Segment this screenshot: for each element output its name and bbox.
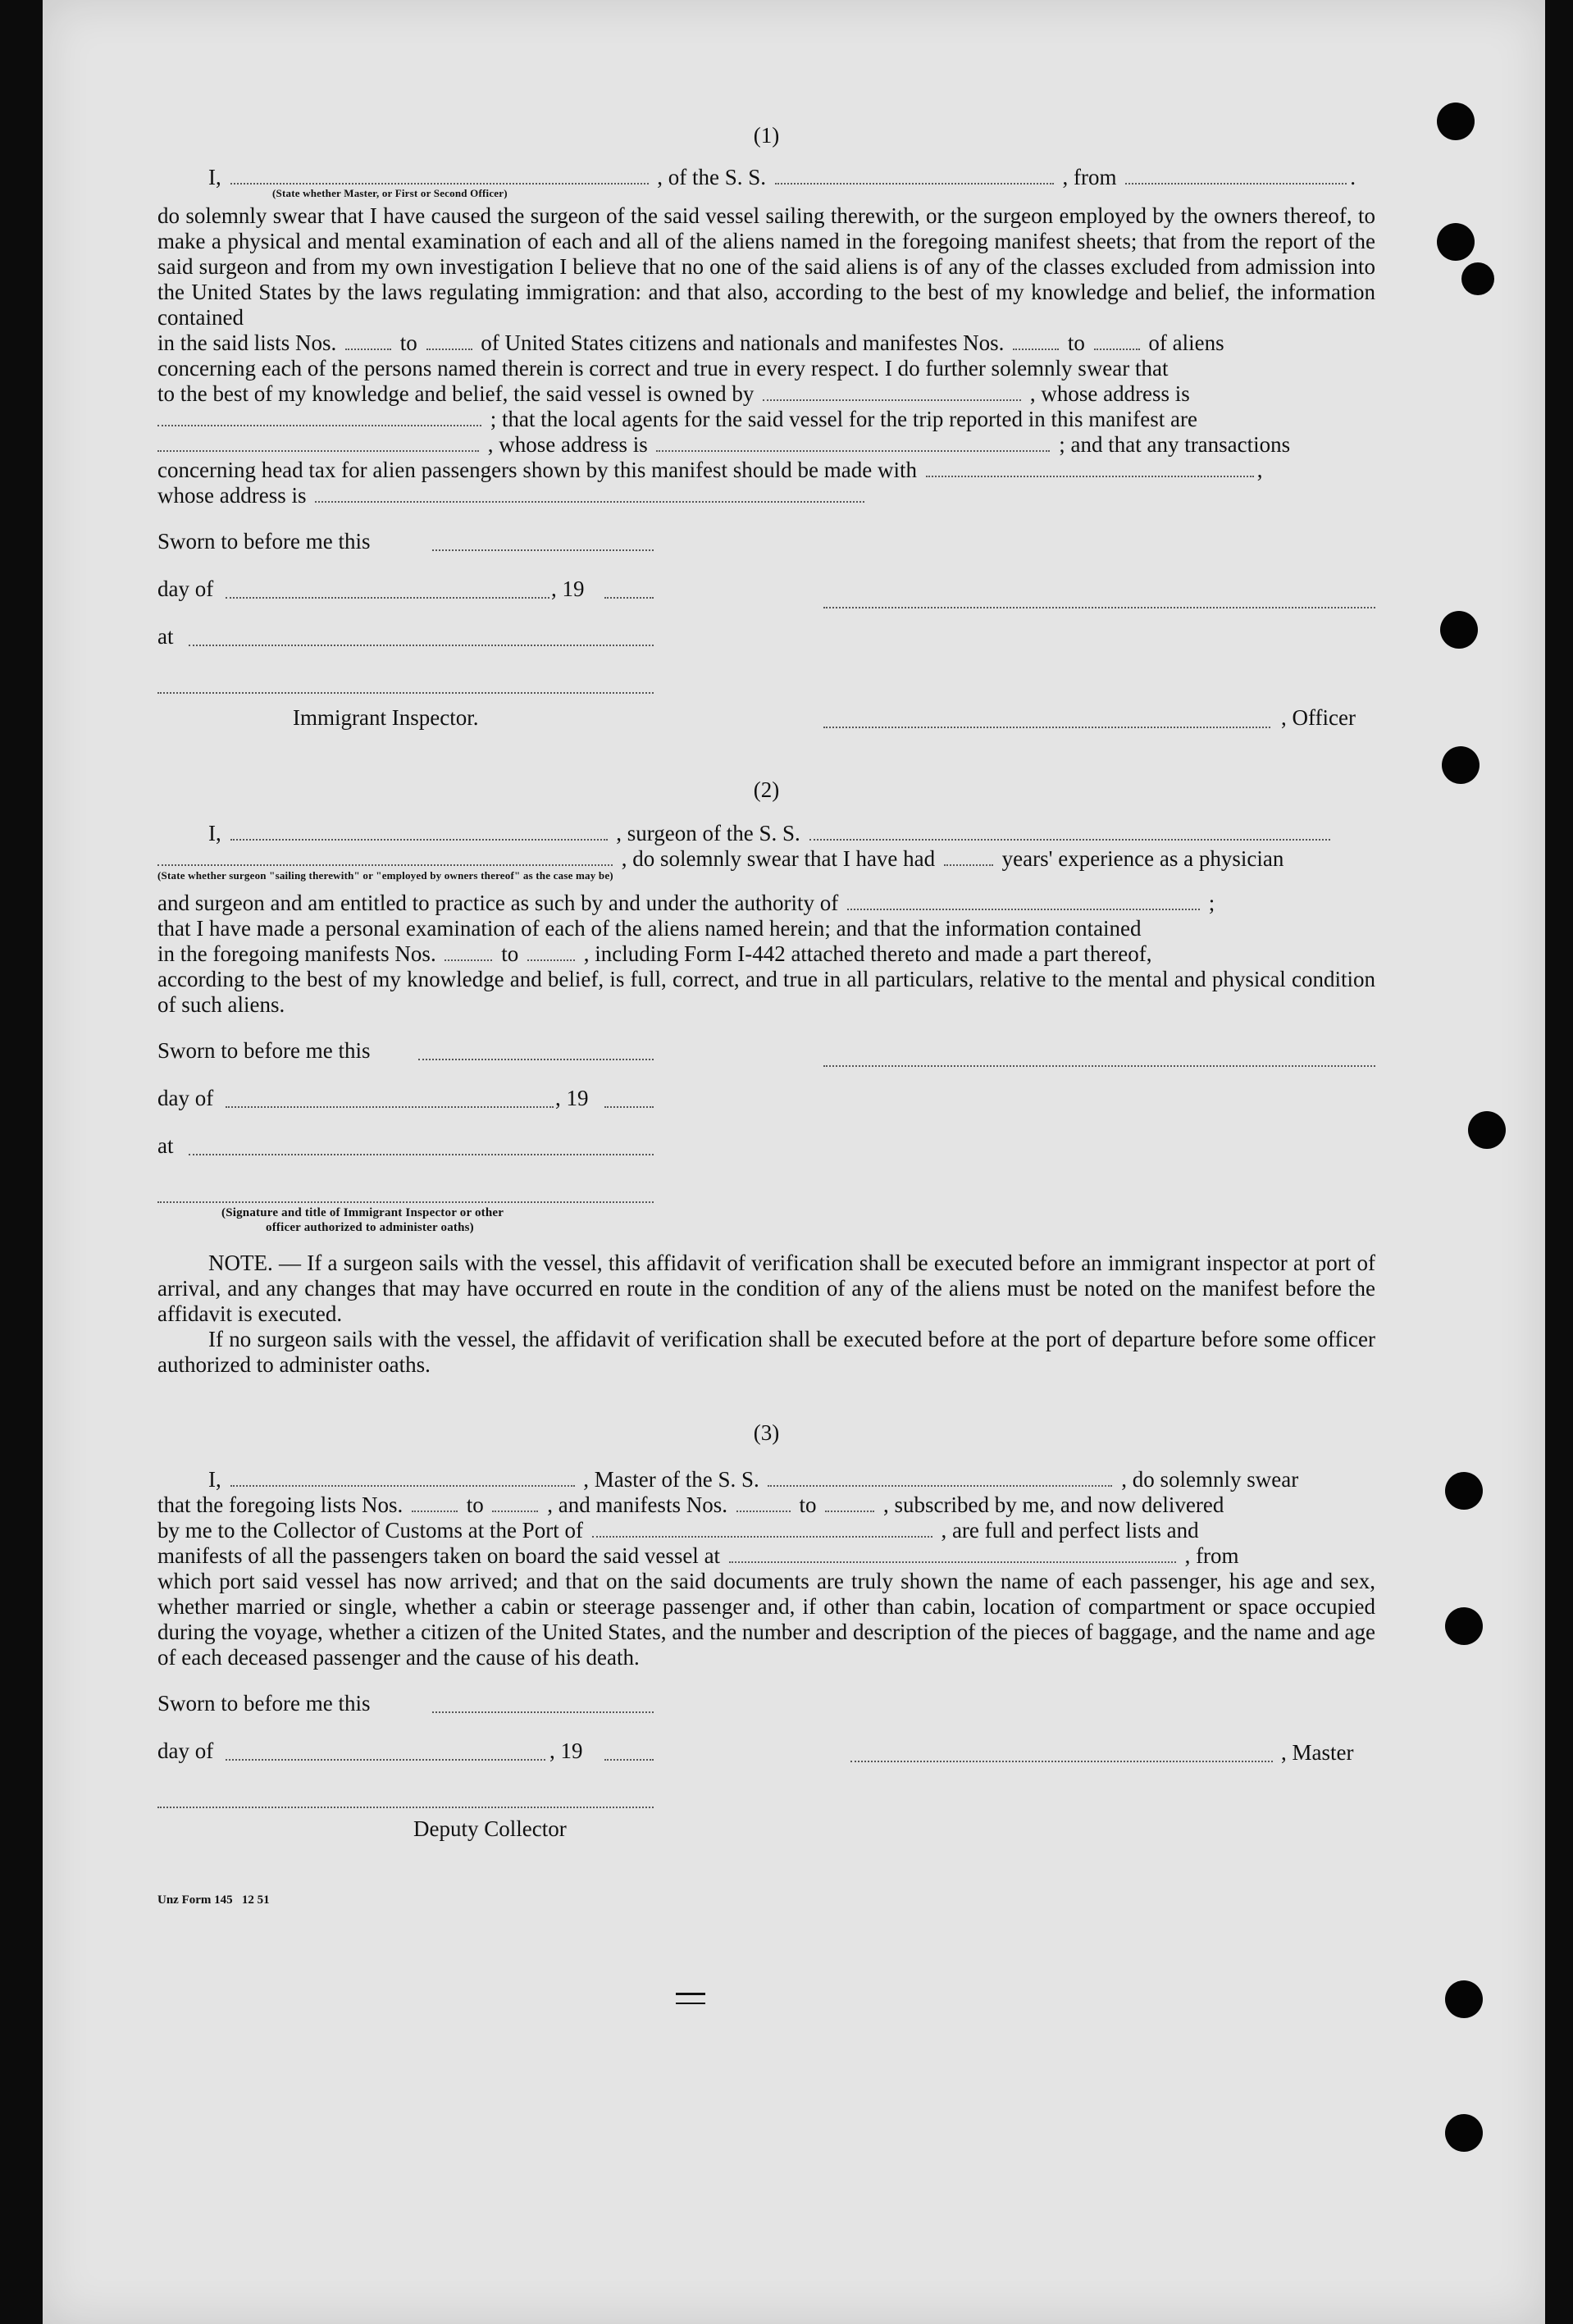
label: , from	[1184, 1543, 1239, 1568]
label: , surgeon of the S. S.	[616, 821, 800, 845]
label: I,	[208, 1467, 221, 1492]
officer-label: , Officer	[1281, 705, 1356, 730]
surgeon-ship-field[interactable]	[809, 821, 1330, 841]
manifests-row	[157, 941, 1375, 967]
section-3	[157, 1420, 1375, 1851]
sworn-label: Sworn to before me this	[157, 1691, 371, 1716]
year-label: , 19	[551, 576, 585, 601]
label: to	[466, 1492, 484, 1517]
surgeon-row	[157, 821, 1375, 846]
officer-signature-field[interactable]	[823, 607, 1375, 608]
label: to	[399, 330, 417, 355]
boarding-port-field[interactable]	[729, 1543, 1176, 1563]
oath-paragraph: that I have made a personal examination of each of the aliens named herein; and that the information contained	[157, 916, 1142, 941]
punch-hole	[1468, 1111, 1506, 1149]
label: , including Form I-442 attached thereto and made a part thereof,	[583, 941, 1152, 966]
label: to the best of my knowledge and belief, the said vessel is owned by	[157, 381, 755, 406]
day-field[interactable]	[226, 597, 549, 599]
day-label: day of	[157, 576, 214, 601]
section-1	[157, 123, 1375, 763]
punch-hole	[1442, 746, 1480, 784]
label: manifests of all the passengers taken on board the said vessel at	[157, 1543, 721, 1568]
note-paragraph: NOTE. — If a surgeon sails with the vessel, this affidavit of verification shall be executed before an immigrant inspector at port of arrival, and any changes that may have occurred en route in the condition of any of the aliens must be noted on the manifest before the affidavit is executed.	[157, 1251, 1375, 1326]
list-to-field[interactable]	[492, 1492, 538, 1512]
label: I,	[208, 165, 221, 189]
punch-hole	[1437, 223, 1475, 261]
owner-address-field[interactable]	[157, 407, 481, 426]
list-to-field[interactable]	[426, 330, 472, 350]
oath-paragraph: do solemnly swear that I have caused the surgeon of the said vessel sailing therewith, or the surgeon employed by the owners thereof, to make a physical and mental examination of each and all of the aliens named in the foregoing manifest sheets; that from the report of the said surgeon and from my own investigation I believe that no one of the said aliens is of any of the classes excluded from admission into the United States by the laws regulating immigration: and that also, according to the best of my knowledge and belief, the information contained	[157, 203, 1375, 330]
label: , do solemnly swear	[1121, 1467, 1299, 1492]
master-ship-field[interactable]	[768, 1467, 1112, 1487]
punch-hole	[1440, 611, 1478, 649]
master-label: , Master	[1281, 1740, 1354, 1765]
year-field[interactable]	[604, 597, 654, 599]
sworn-field[interactable]	[418, 1059, 654, 1060]
label: , whose address is	[1029, 381, 1190, 406]
inspector-signature-field[interactable]	[157, 692, 654, 694]
manifest-to-field[interactable]	[527, 941, 575, 961]
owner-row	[157, 381, 1375, 407]
section-number: (3)	[753, 1420, 780, 1445]
master-row	[157, 1467, 1375, 1492]
label: I,	[208, 821, 221, 845]
oath-paragraph: according to the best of my knowledge and belief, is full, correct, and true in all particulars, relative to the mental and physical condition of such aliens.	[157, 967, 1375, 1017]
label: , and manifests Nos.	[547, 1492, 727, 1517]
label: whose address is	[157, 483, 307, 508]
label: ;	[1208, 891, 1215, 915]
form-content	[157, 123, 1375, 1907]
label: years' experience as a physician	[1001, 846, 1284, 871]
sworn-label: Sworn to before me this	[157, 1038, 371, 1063]
year-label: , 19	[549, 1738, 583, 1763]
surgeon-status-field[interactable]	[157, 846, 613, 866]
at-field[interactable]	[189, 645, 654, 646]
section-number: (2)	[753, 777, 780, 802]
form-sheet	[43, 0, 1545, 2324]
at-label: at	[157, 624, 174, 649]
year-field[interactable]	[604, 1106, 654, 1108]
stray-mark	[676, 2003, 705, 2004]
head-tax-field[interactable]	[926, 458, 1254, 477]
manifest-to-field[interactable]	[1094, 330, 1140, 350]
lists-row	[157, 330, 1375, 356]
label: ; that the local agents for the said vessel for the trip reported in this manifest are	[490, 407, 1197, 431]
collector-label: Deputy Collector	[413, 1816, 567, 1841]
at-label: at	[157, 1133, 174, 1158]
note-paragraph: If no surgeon sails with the vessel, the affidavit of verification shall be executed before at the port of departure before some officer authorized to administer oaths.	[157, 1327, 1375, 1377]
years-field[interactable]	[944, 846, 993, 866]
label: in the said lists Nos.	[157, 330, 337, 355]
inspector-label: Immigrant Inspector.	[293, 705, 479, 730]
label: .	[1350, 165, 1356, 189]
label: , of the S. S.	[657, 165, 767, 189]
surgeon-signature-field[interactable]	[823, 1065, 1375, 1067]
manifest-from-field[interactable]	[736, 1492, 791, 1512]
master-signature-field[interactable]	[850, 1761, 1273, 1762]
label: , from	[1062, 165, 1117, 189]
manifest-from-field[interactable]	[445, 941, 492, 961]
label: , are full and perfect lists and	[941, 1518, 1199, 1542]
day-label: day of	[157, 1738, 214, 1763]
signature-note: (Signature and title of Immigrant Inspector or other	[221, 1206, 504, 1219]
punch-hole	[1445, 2114, 1483, 2152]
experience-row	[157, 846, 1375, 872]
label: to	[501, 941, 519, 966]
owner-field[interactable]	[763, 381, 1021, 401]
punch-hole	[1445, 1472, 1483, 1510]
boarding-row	[157, 1543, 1375, 1569]
label: of United States citizens and nationals and manifestes Nos.	[481, 330, 1005, 355]
officer-name-field[interactable]	[230, 165, 649, 185]
punch-hole	[1461, 262, 1494, 295]
year-label: , 19	[555, 1086, 589, 1110]
label: , whose address is	[487, 432, 648, 457]
sworn-label: Sworn to before me this	[157, 529, 371, 554]
collector-signature-field[interactable]	[157, 1807, 654, 1808]
head-tax-row	[157, 458, 1375, 483]
whose-address-row	[157, 483, 1375, 508]
officer-title-field[interactable]	[823, 727, 1270, 728]
sworn-field[interactable]	[432, 1711, 654, 1713]
label: to	[1067, 330, 1085, 355]
punch-hole	[1445, 1607, 1483, 1645]
label: of aliens	[1148, 330, 1224, 355]
inspector-signature-field[interactable]	[157, 1201, 654, 1203]
ship-name-field[interactable]	[775, 165, 1054, 185]
field-note: (State whether surgeon "sailing therewith" or "employed by owners thereof" as the case may be)	[157, 869, 613, 882]
stray-mark	[676, 1993, 705, 1995]
agents-address-row	[157, 432, 1375, 458]
label: that the foregoing lists Nos.	[157, 1492, 404, 1517]
at-field[interactable]	[189, 1154, 654, 1155]
label: and surgeon and am entitled to practice as such by and under the authority of	[157, 891, 839, 915]
sworn-field[interactable]	[432, 549, 654, 551]
punch-hole	[1437, 103, 1475, 140]
signature-note: officer authorized to administer oaths)	[266, 1221, 474, 1234]
oath-paragraph: concerning each of the persons named therein is correct and true in every respect. I do further solemnly swear that	[157, 356, 1169, 380]
label: in the foregoing manifests Nos.	[157, 941, 436, 966]
signature-block-3	[157, 1670, 1375, 1851]
lists-row	[157, 1492, 1375, 1518]
section-number: (1)	[753, 123, 780, 148]
section-2	[157, 777, 1375, 1378]
head-tax-address-field[interactable]	[315, 483, 864, 503]
list-from-field[interactable]	[345, 330, 391, 350]
manifest-from-field[interactable]	[1013, 330, 1059, 350]
day-label: day of	[157, 1086, 214, 1110]
label: , Master of the S. S.	[583, 1467, 759, 1492]
agents-row	[157, 407, 1375, 432]
year-field[interactable]	[604, 1759, 654, 1761]
authority-field[interactable]	[847, 891, 1200, 910]
label: to	[799, 1492, 817, 1517]
signature-block-2	[157, 1018, 1375, 1241]
agents-field[interactable]	[157, 432, 479, 452]
label: concerning head tax for alien passengers shown by this manifest should be made with	[157, 458, 918, 482]
from-port-field[interactable]	[1125, 165, 1347, 185]
oath-paragraph: which port said vessel has now arrived; and that on the said documents are truly shown the name of each passenger, his age and sex, whether married or single, whether a cabin or steerage passenger and, if other than cabin, location of compartment or space occupied during the voyage, whether a citizen of the United States, and the number and description of the pieces of baggage, and the name and age of each deceased passenger and the cause of his death.	[157, 1569, 1375, 1670]
list-from-field[interactable]	[412, 1492, 458, 1512]
signature-block-1	[157, 508, 1375, 763]
label: , do solemnly swear that I have had	[621, 846, 936, 871]
day-field[interactable]	[226, 1759, 545, 1761]
field-note: (State whether Master, or First or Second Officer)	[272, 187, 508, 199]
manifest-to-field[interactable]	[825, 1492, 874, 1512]
authority-row	[157, 891, 1375, 916]
label: by me to the Collector of Customs at the Port of	[157, 1518, 583, 1542]
day-field[interactable]	[226, 1106, 554, 1108]
label: , subscribed by me, and now delivered	[882, 1492, 1224, 1517]
port-row	[157, 1518, 1375, 1543]
port-field[interactable]	[592, 1518, 932, 1538]
master-name-field[interactable]	[230, 1467, 575, 1487]
surgeon-name-field[interactable]	[230, 821, 608, 841]
agents-address-field[interactable]	[656, 432, 1050, 452]
form-number: Unz Form 145 12 51	[157, 1893, 270, 1907]
label: ; and that any transactions	[1059, 432, 1291, 457]
punch-hole	[1445, 1980, 1483, 2018]
label: ,	[1256, 458, 1263, 482]
